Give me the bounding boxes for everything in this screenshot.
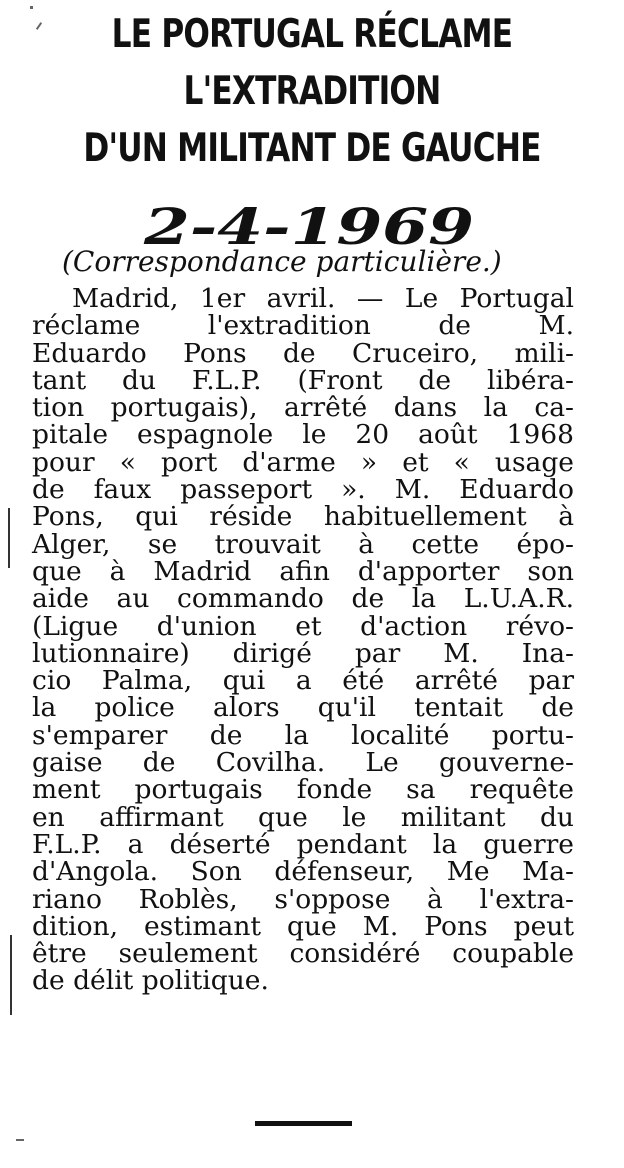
headline-line-3: D'UN MILITANT DE GAUCHE [83,126,541,171]
headline [62,6,561,177]
paper-speck [30,6,33,9]
article-line: (Ligue d'union et d'action révo- [32,610,574,642]
article-line: Eduardo Pons de Cruceiro, mili- [32,337,574,369]
headline-line-2: L'EXTRADITION [183,69,441,114]
article-line: que à Madrid afin d'apporter son [32,555,574,587]
article-line: la police alors qu'il tentait de [32,692,574,724]
article-line: être seulement considéré coupable [32,938,574,970]
article-line: Madrid, 1er avril. — Le Portugal [72,283,574,314]
article-body [32,285,574,995]
article-line: Alger, se trouvait à cette épo- [32,528,574,560]
article-line: pitale espagnole le 20 août 1968 [32,419,574,451]
article-line: tion portugais), arrêté dans la ca- [32,392,574,424]
article-line: dition, estimant que M. Pons peut [32,910,574,942]
article-line: réclame l'extradition de M. [32,310,574,342]
paper-speck [36,22,42,30]
article-line: gaise de Covilha. Le gouverne- [32,747,574,779]
article-line: Pons, qui réside habituellement à [32,501,574,533]
article-line: tant du F.L.P. (Front de libéra- [32,364,574,396]
article-line: aide au commando de la L.U.A.R. [32,583,574,615]
article-line: riano Roblès, s'oppose à l'extra- [32,883,574,915]
margin-mark [10,935,12,1015]
article-line: s'emparer de la localité portu- [32,719,574,751]
article-line: de délit politique. [32,965,269,997]
byline: (Correspondance particulière.) [62,245,502,278]
article-line: en affirmant que le militant du [32,801,574,833]
article-line: ment portugais fonde sa requête [32,774,574,806]
article-line: cio Palma, qui a été arrêté par [32,665,574,697]
article-line: F.L.P. a déserté pendant la guerre [32,828,574,860]
handwritten-date-text: 2-4-1969 [142,198,474,256]
article-line: pour « port d'arme » et « usage [32,446,574,478]
end-rule [255,1121,352,1126]
article-line: de faux passeport ». M. Eduardo [32,474,574,506]
margin-mark [8,508,10,568]
paper-speck [16,1139,24,1141]
article-line: d'Angola. Son défenseur, Me Ma- [32,856,574,888]
headline-line-1: LE PORTUGAL RÉCLAME [111,12,513,57]
article-line: lutionnaire) dirigé par M. Ina- [32,637,574,669]
